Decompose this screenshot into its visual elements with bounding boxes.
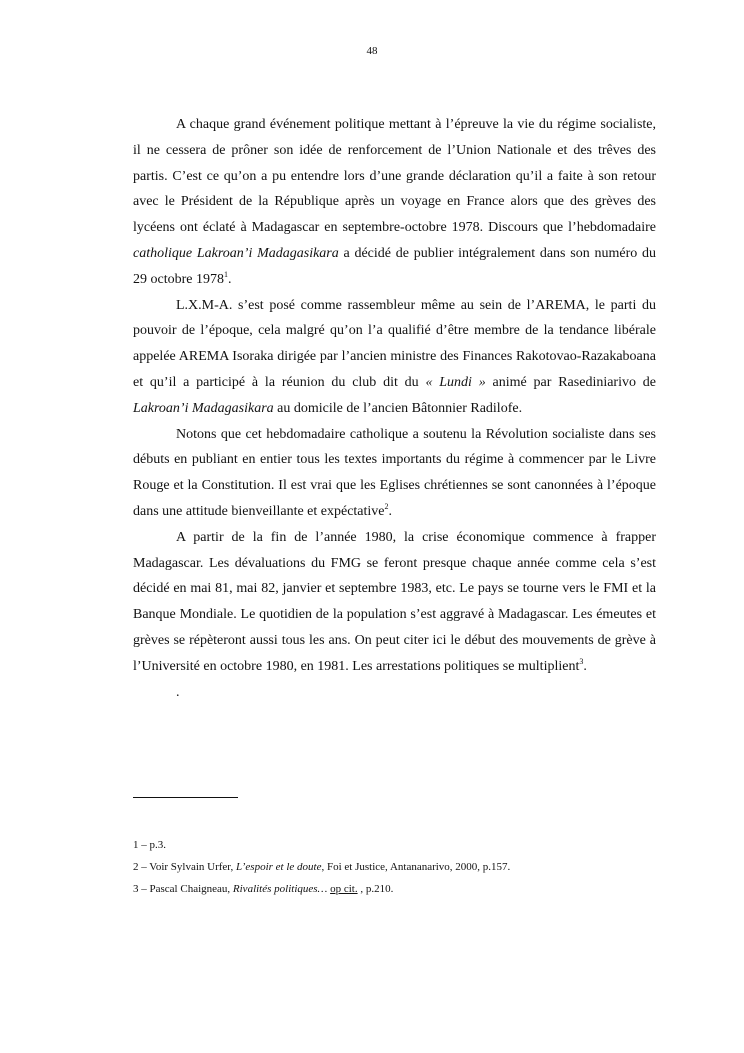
footnote-ref: 1 <box>223 269 228 279</box>
text-run: au domicile de l’ancien Bâtonnier Radilofe. <box>273 400 523 416</box>
text-run: . <box>227 271 232 287</box>
footnote <box>133 878 673 900</box>
paragraph <box>133 422 656 525</box>
text-run: . <box>583 658 587 674</box>
body-text <box>133 112 656 705</box>
text-run: A chaque grand événement politique mettant à l’épreuve la vie du régime socialiste, il ne cessera de prôner son idée de renforcement de l’Union Nationale et des trêves des partis. C’est ce qu’on a pu entendre lors d’une grande déclaration qu’il a faite à son retour avec le Président de la République après un voyage en France alors que des grèves des lycéens ont éclaté à Madagascar en septembre-octobre 1978. Discours que l’hebdomadaire <box>133 117 656 236</box>
text-run: Lakroan’i Madagasikara <box>133 400 274 416</box>
text-run: a décidé de publier intégralement dans son numéro du 29 octobre 1978 <box>133 245 656 287</box>
text-run: Notons que cet hebdomadaire catholique a soutenu la Révolution socialiste dans ses débuts en publiant en entier tous les textes importants du régime à commencer par le Livre Rouge et la Constitution. Il est vrai que les Eglises chrétiennes se sont canonnées à l’époque dans une attitude bienveillante et expéctative <box>133 426 656 519</box>
paragraph <box>133 112 656 293</box>
text-run: Rivalités politiques… <box>232 883 328 895</box>
paragraph <box>133 525 656 680</box>
text-run: op cit. <box>330 883 358 895</box>
footnote-separator <box>133 797 238 798</box>
footnote <box>133 856 673 878</box>
text-run: « Lundi » <box>425 374 486 390</box>
text-run: L.X.M-A. s’est posé comme rassembleur même au sein de l’AREMA, le parti du pouvoir de l’époque, cela malgré qu’on l’a qualifié d’être membre de la tendance libérale appelée AREMA Isoraka dirigée par l’ancien ministre des Finances Rakotovao-Razakaboana et qu’il a participé à la réunion du club dit du <box>133 297 656 390</box>
footnote-ref: 3 <box>579 656 584 666</box>
text-run: . <box>388 503 393 519</box>
trailing-dot: . <box>176 684 180 700</box>
text-run: 3 – Pascal Chaigneau, <box>133 883 233 895</box>
footnote-ref: 2 <box>384 501 389 511</box>
footnotes <box>133 834 673 900</box>
text-run: L’espoir et le doute <box>236 861 322 873</box>
text-run: catholique Lakroan’i Madagasikara <box>133 245 339 261</box>
text-run: A partir de la fin de l’année 1980, la crise économique commence à frapper Madagascar. Les dévaluations du FMG se feront presque chaque année comme cela s’est décidé en mai 81, mai 82, janvier et septembre 1983, etc. Le pays se tourne vers le FMI et la Banque Mondiale. Le quotidien de la population s’est aggravé à Madagascar. Les émeutes et grèves se répèteront aussi tous les ans. On peut citer ici le début des mouvements de grève à l’Université en octobre 1980, en 1981. Les arrestations politiques se multiplient <box>133 529 656 674</box>
text-run: animé par Rasediniarivo de <box>485 374 656 390</box>
text-run: , Foi et Justice, Antananarivo, 2000, p.157. <box>321 861 511 873</box>
paragraph <box>133 293 656 422</box>
footnote <box>133 834 673 856</box>
page-number: 48 <box>366 45 378 57</box>
text-run: 2 – Voir Sylvain Urfer, <box>133 861 237 873</box>
text-run: 1 – p.3. <box>133 839 166 851</box>
text-run: , p.210. <box>357 883 394 895</box>
